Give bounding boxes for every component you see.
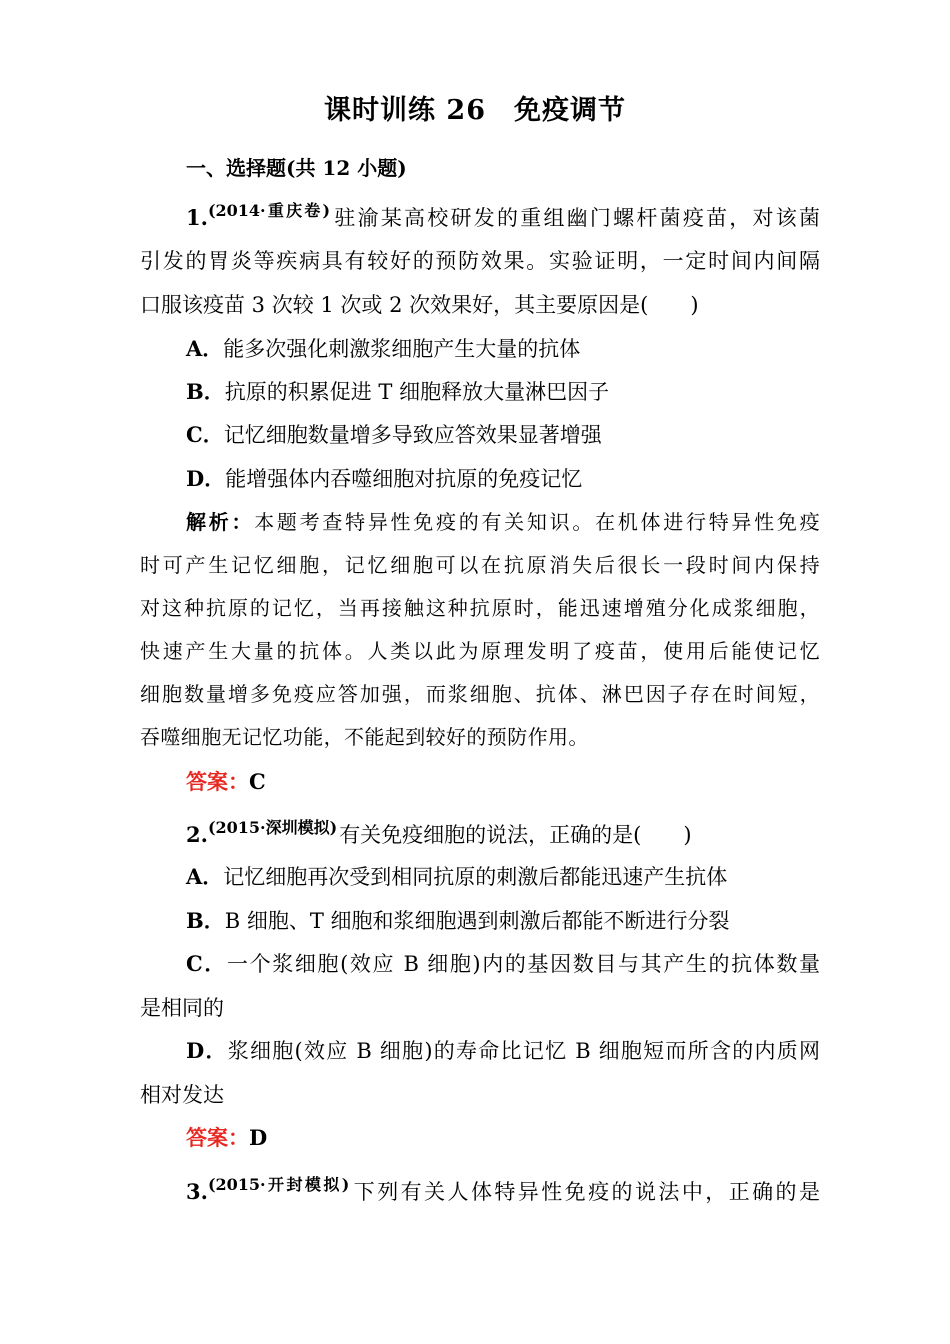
answer-label: 答案：	[186, 1125, 249, 1150]
q1-stem-line2: 引发的胃炎等疾病具有较好的预防效果。实验证明，一定时间内间隔	[140, 249, 820, 273]
q1-explain-line5: 细胞数量增多免疫应答加强，而浆细胞、抗体、淋巴因子存在时间短，	[140, 682, 820, 706]
q1-explain-line3: 对这种抗原的记忆，当再接触这种抗原时，能迅速增殖分化成浆细胞，	[140, 596, 820, 620]
option-text: B 细胞、T 细胞和浆细胞遇到刺激后都能不断进行分裂	[224, 909, 730, 933]
q1-explain-line4: 快速产生大量的抗体。人类以此为原理发明了疫苗，使用后能使记忆	[140, 639, 820, 663]
q2-number: 2.	[186, 822, 208, 847]
option-letter: D．	[186, 1038, 228, 1063]
q1-option-d	[186, 464, 820, 494]
q2-source: (2015·深圳模拟)	[207, 818, 338, 837]
option-text: 一个浆细胞(效应 B 细胞)内的基因数目与其产生的抗体数量	[226, 952, 820, 976]
q1-stem-line1	[186, 203, 820, 235]
page-title	[0, 88, 950, 127]
option-letter: C．	[186, 422, 224, 447]
answer-value: C	[249, 769, 266, 794]
q2-stem-text: 有关免疫细胞的说法，正确的是( )	[339, 823, 692, 847]
option-text: 能增强体内吞噬细胞对抗原的免疫记忆	[225, 467, 583, 491]
q3-stem	[186, 1177, 820, 1209]
q1-stem-line3: 口服该疫苗 3 次较 1 次或 2 次效果好，其主要原因是( )	[140, 293, 699, 317]
q3-number: 3.	[186, 1179, 208, 1204]
q1-option-a	[186, 334, 820, 364]
q2-option-c-cont: 是相同的	[140, 996, 224, 1020]
option-text: 浆细胞(效应 B 细胞)的寿命比记忆 B 细胞短而所含的内质网	[227, 1039, 820, 1063]
section-header: 一、选择题(共 12 小题)	[186, 156, 407, 180]
q1-answer	[186, 767, 820, 797]
q2-option-c	[186, 949, 820, 979]
q1-source: (2014·重庆卷)	[207, 201, 331, 220]
q3-stem-text: 下列有关人体特异性免疫的说法中，正确的是	[351, 1180, 820, 1204]
answer-value: D	[249, 1125, 268, 1150]
q1-stem-text1: 驻渝某高校研发的重组幽门螺杆菌疫苗，对该菌	[332, 206, 821, 230]
explain-label: 解析：	[186, 510, 255, 534]
option-text: 抗原的积累促进 T 细胞释放大量淋巴因子	[224, 380, 610, 404]
q1-option-b	[186, 377, 820, 407]
option-letter: B．	[186, 908, 225, 933]
q1-explain-line1	[186, 507, 820, 537]
option-letter: D．	[186, 466, 226, 491]
option-text: 记忆细胞数量增多导致应答效果显著增强	[223, 423, 602, 447]
option-letter: A．	[186, 864, 224, 889]
title-main: 课时训练	[324, 95, 436, 126]
title-topic: 免疫调节	[513, 95, 626, 126]
q1-explain-line2: 时可产生记忆细胞，记忆细胞可以在抗原消失后很长一段时间内保持	[140, 553, 820, 577]
q2-option-d-cont: 相对发达	[140, 1083, 224, 1107]
q2-option-a	[186, 862, 820, 892]
q1-explain-line6: 吞噬细胞无记忆功能，不能起到较好的预防作用。	[140, 725, 589, 749]
q1-option-c	[186, 420, 820, 450]
q3-source: (2015·开封模拟)	[207, 1175, 350, 1194]
option-text: 能多次强化刺激浆细胞产生大量的抗体	[223, 337, 581, 361]
option-letter: A．	[186, 336, 224, 361]
q2-option-b	[186, 906, 820, 936]
q1-number: 1.	[186, 205, 208, 230]
option-letter: C．	[186, 951, 227, 976]
q2-answer	[186, 1123, 820, 1153]
answer-label: 答案：	[186, 769, 249, 794]
title-number: 26	[446, 95, 486, 126]
explain-text: 本题考查特异性免疫的有关知识。在机体进行特异性免疫	[254, 510, 821, 534]
q2-stem	[186, 820, 820, 852]
q2-option-d	[186, 1036, 820, 1066]
option-letter: B．	[186, 379, 225, 404]
option-text: 记忆细胞再次受到相同抗原的刺激后都能迅速产生抗体	[223, 865, 728, 889]
